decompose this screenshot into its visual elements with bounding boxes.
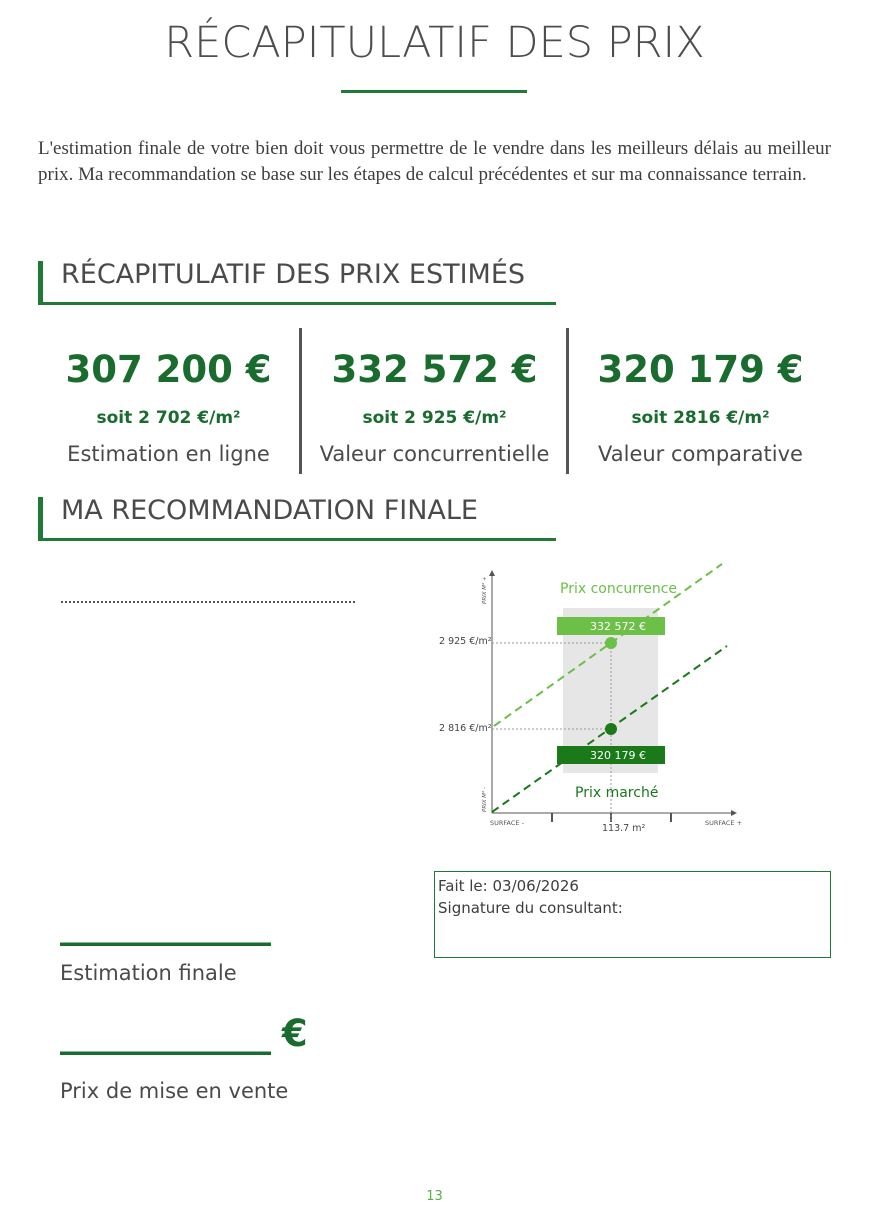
price-amount: 332 572 € [331, 348, 538, 391]
price-per-m2: soit 2816 €/m² [631, 408, 770, 428]
competition-price-text: 332 572 € [590, 620, 646, 633]
page-number: 13 [426, 1189, 443, 1204]
price-label: Valeur concurrentielle [319, 442, 550, 466]
market-label: Prix marché [575, 785, 659, 801]
y-axis-arrow [489, 570, 495, 576]
y-axis-top-label: PRIX M² + [482, 576, 488, 604]
price-amount: 307 200 € [65, 348, 272, 391]
price-positioning-chart [430, 560, 760, 845]
signature-date: Fait le: 03/06/2026 [438, 877, 579, 895]
section-title-recommendation: MA RECOMMANDATION FINALE [61, 495, 478, 526]
x-axis-left-label: SURFACE - [490, 819, 524, 827]
sale-price-blank[interactable]: ____________ € [60, 1012, 307, 1055]
section-heading-estimated [38, 261, 556, 305]
title-underline [341, 90, 527, 93]
intro-paragraph: L'estimation finale de votre bien doit vous permettre de le vendre dans les meilleurs délais au meilleur prix. Ma recommandation se base sur les étapes de calcul précédentes et sur ma connaissance terrain. [38, 138, 831, 185]
final-estimation-label: Estimation finale [60, 961, 237, 985]
price-card-competition [302, 340, 567, 472]
price-card-comparative [568, 340, 833, 472]
price-label: Estimation en ligne [67, 442, 270, 466]
market-price-text: 320 179 € [590, 749, 646, 762]
competition-point [605, 637, 617, 649]
x-axis-arrow [731, 810, 737, 816]
competition-per-m2-label: 2 925 €/m² [439, 636, 492, 647]
section-heading-recommendation [38, 497, 556, 541]
price-per-m2: soit 2 702 €/m² [96, 408, 241, 428]
x-axis-right-label: SURFACE + [705, 819, 743, 827]
price-label: Valeur comparative [598, 442, 803, 466]
price-card-online [36, 340, 301, 472]
price-amount: 320 179 € [597, 348, 804, 391]
dotted-line [61, 601, 355, 603]
final-estimation-blank[interactable]: ____________ [60, 903, 270, 946]
sale-price-label: Prix de mise en vente [60, 1079, 289, 1103]
price-per-m2: soit 2 925 €/m² [362, 408, 507, 428]
competition-label: Prix concurrence [560, 581, 678, 597]
y-axis-bottom-label: PRIX M² - [482, 787, 488, 812]
signature-consultant: Signature du consultant: [438, 899, 623, 917]
surface-label: 113.7 m² [602, 823, 646, 834]
market-per-m2-label: 2 816 €/m² [439, 723, 492, 734]
page-title: RÉCAPITULATIF DES PRIX [164, 18, 705, 68]
signature-box[interactable] [434, 871, 831, 958]
market-point [605, 723, 617, 735]
section-title-estimated: RÉCAPITULATIF DES PRIX ESTIMÉS [61, 259, 526, 290]
